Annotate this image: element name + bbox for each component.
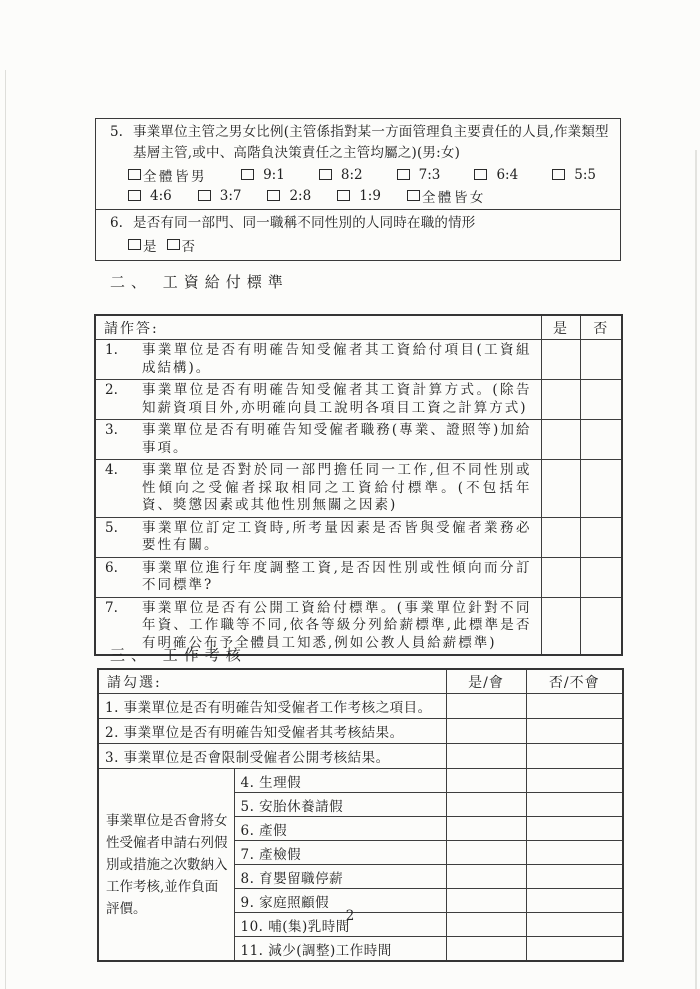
option-ratio-7-3: [397, 167, 441, 183]
question-text: 事業單位是否有明確告知受僱者職務(專業、證照等)加給事項。: [142, 422, 532, 456]
table-header-row: [98, 669, 623, 694]
leave-item: 4. 生理假: [234, 769, 446, 793]
answer-cell-yes[interactable]: [446, 694, 526, 719]
table-row: [98, 769, 623, 793]
option-no: [167, 235, 196, 255]
column-header-no: 否/不會: [526, 669, 623, 694]
answer-cell-yes[interactable]: [446, 769, 526, 793]
option-ratio-9-1: [241, 167, 285, 183]
scan-edge-left: [5, 70, 6, 989]
option-ratio-8-2: [319, 167, 363, 183]
table-row: [95, 340, 622, 380]
option-label: 是: [143, 238, 157, 255]
answer-cell-no[interactable]: [526, 793, 623, 817]
answer-cell-yes[interactable]: [446, 719, 526, 744]
checkbox-icon[interactable]: [241, 169, 254, 180]
merged-question-cell: 事業單位是否會將女性受僱者申請右列假別或措施之次數納入工作考核,並作負面評價。: [98, 769, 234, 962]
option-label: 全體皆男: [143, 168, 207, 185]
question-number: 4.: [105, 462, 118, 478]
table-prompt: 請作答:: [95, 315, 541, 340]
answer-cell-yes[interactable]: [446, 817, 526, 841]
option-label: 7:3: [418, 166, 441, 183]
question-5: [96, 119, 620, 210]
question-cell: [95, 340, 541, 380]
question-cell: [95, 557, 541, 597]
table-row: [95, 380, 622, 420]
option-label: 6:4: [496, 166, 519, 183]
answer-cell-no[interactable]: [580, 597, 622, 655]
question-6-text: 是否有同一部門、同一職稱不同性別的人同時在職的情形: [133, 215, 476, 231]
question-text: 事業單位是否有明確告知受僱者其工資給付項目(工資組成結構)。: [142, 342, 532, 376]
table-row: [98, 744, 623, 769]
answer-cell-no[interactable]: [526, 937, 623, 962]
question-5-paragraph: [110, 122, 610, 164]
column-header-yes: 是: [541, 315, 580, 340]
answer-cell-yes[interactable]: [446, 793, 526, 817]
question-6: [96, 210, 620, 260]
question-text: 事業單位是否有公開工資給付標準。(事業單位針對不同年資、工作職等不同,依各等級分列給薪標準,此標準是否有明確公布予全體員工知悉,例如公教人員給薪標準): [142, 599, 532, 651]
question-text: 2. 事業單位是否有明確告知受僱者其考核結果。: [98, 719, 446, 744]
answer-cell-no[interactable]: [580, 340, 622, 380]
answer-cell-yes[interactable]: [541, 340, 580, 380]
table-row: [95, 420, 622, 460]
question-cell: [95, 380, 541, 420]
checkbox-icon[interactable]: [128, 239, 141, 250]
table-row: [98, 719, 623, 744]
checkbox-icon[interactable]: [474, 169, 487, 180]
option-yes: [128, 235, 157, 255]
section-3-title: 三、 工作考核: [110, 646, 247, 664]
question-5-text: 事業單位主管之男女比例(主管係指對某一方面管理負主要責任的人員,作業類型基層主管,或中、高階負決策責任之主管均屬之)(男:女): [133, 124, 609, 161]
answer-cell-yes[interactable]: [446, 937, 526, 962]
question-number: 5.: [105, 519, 118, 536]
checkbox-icon[interactable]: [198, 190, 211, 201]
table-prompt: 請勾選:: [98, 669, 446, 694]
table-row: [98, 694, 623, 719]
option-all-female: [407, 186, 486, 206]
checkbox-icon[interactable]: [267, 190, 280, 201]
wage-standards-table: [94, 314, 623, 656]
option-label: 2:8: [289, 187, 312, 204]
question-text: 事業單位訂定工資時,所考量因素是否皆與受僱者業務必要性有關。: [142, 519, 532, 553]
answer-cell-no[interactable]: [526, 694, 623, 719]
table-row: [95, 460, 622, 518]
question-text: 1. 事業單位是否有明確告知受僱者工作考核之項目。: [98, 694, 446, 719]
option-label: 否: [181, 238, 195, 255]
question-5-number: 5.: [110, 124, 123, 140]
answer-cell-no[interactable]: [580, 420, 622, 460]
answer-cell-no[interactable]: [526, 744, 623, 769]
option-label: 5:5: [574, 166, 596, 183]
answer-cell-no[interactable]: [580, 460, 622, 518]
table-row: [95, 557, 622, 597]
question-cell: [95, 420, 541, 460]
option-all-male: [128, 165, 207, 185]
option-label: 1:9: [359, 187, 381, 204]
question-cell: [95, 517, 541, 557]
question-number: 1.: [105, 342, 118, 358]
column-header-no: 否: [580, 315, 622, 340]
option-ratio-5-5: [552, 167, 596, 183]
answer-cell-no[interactable]: [580, 380, 622, 420]
answer-cell-no[interactable]: [526, 865, 623, 889]
question-number: 3.: [105, 422, 118, 438]
leave-item: 9. 家庭照顧假: [234, 889, 446, 913]
answer-cell-yes[interactable]: [541, 557, 580, 597]
scan-edge-right: [695, 150, 697, 989]
leave-item: 6. 產假: [234, 817, 446, 841]
checkbox-icon[interactable]: [407, 190, 420, 201]
option-ratio-2-8: [267, 188, 311, 204]
leave-item: 5. 安胎休養請假: [234, 793, 446, 817]
option-ratio-6-4: [474, 167, 518, 183]
option-ratio-4-6: [128, 188, 172, 204]
option-ratio-1-9: [337, 188, 381, 204]
checkbox-icon[interactable]: [128, 190, 141, 201]
leave-item: 10. 哺(集)乳時間: [234, 913, 446, 937]
question-6-paragraph: [110, 213, 610, 234]
checkbox-icon[interactable]: [128, 169, 141, 180]
question-6-number: 6.: [110, 215, 123, 231]
table-row: [95, 517, 622, 557]
leave-item: 7. 產檢假: [234, 841, 446, 865]
question-5-6-box: [95, 118, 621, 261]
question-text: 3. 事業單位是否會限制受僱者公開考核結果。: [98, 744, 446, 769]
column-header-yes: 是/會: [446, 669, 526, 694]
question-number: 2.: [105, 382, 118, 398]
option-label: 3:7: [219, 187, 242, 204]
q5-options-row-1: [110, 164, 610, 185]
leave-item: 8. 育嬰留職停薪: [234, 865, 446, 889]
answer-cell-yes[interactable]: [446, 841, 526, 865]
question-text: 事業單位是否有明確告知受僱者其工資計算方式。(除告知薪資項目外,亦明確向員工說明各項目工資之計算方式): [142, 382, 532, 416]
question-number: 7.: [105, 599, 118, 616]
leave-item: 11. 減少(調整)工作時間: [234, 937, 446, 962]
question-number: 6.: [105, 559, 118, 576]
q6-options-row: [110, 234, 610, 255]
checkbox-icon[interactable]: [337, 190, 350, 201]
answer-cell-no[interactable]: [526, 769, 623, 793]
option-label: 全體皆女: [421, 189, 486, 206]
answer-cell-yes[interactable]: [446, 865, 526, 889]
answer-cell-yes[interactable]: [541, 380, 580, 420]
table-header-row: [95, 315, 622, 340]
checkbox-icon[interactable]: [319, 169, 332, 180]
checkbox-icon[interactable]: [397, 169, 410, 180]
question-cell: [95, 460, 541, 518]
question-text: 事業單位是否對於同一部門擔任同一工作,但不同性別或性傾向之受僱者採取相同之工資給付標準。(不包括年資、獎懲因素或其他性別無關之因素): [142, 462, 532, 513]
page-number: 2: [345, 908, 355, 924]
q5-options-row-2: [110, 185, 610, 206]
answer-cell-no[interactable]: [526, 817, 623, 841]
checkbox-icon[interactable]: [167, 239, 180, 250]
option-label: 4:6: [150, 187, 172, 204]
option-label: 9:1: [263, 166, 285, 183]
question-text: 事業單位進行年度調整工資,是否因性別或性傾向而分訂不同標準?: [142, 559, 532, 593]
answer-cell-yes[interactable]: [446, 744, 526, 769]
answer-cell-no[interactable]: [580, 517, 622, 557]
answer-cell-no[interactable]: [580, 557, 622, 597]
option-label: 8:2: [340, 166, 363, 183]
checkbox-icon[interactable]: [552, 169, 565, 180]
answer-cell-yes[interactable]: [541, 460, 580, 518]
answer-cell-no[interactable]: [526, 841, 623, 865]
answer-cell-yes[interactable]: [541, 420, 580, 460]
section-2-title: 二、 工資給付標準: [110, 273, 289, 291]
option-ratio-3-7: [198, 188, 242, 204]
answer-cell-no[interactable]: [526, 719, 623, 744]
answer-cell-yes[interactable]: [541, 597, 580, 655]
answer-cell-yes[interactable]: [541, 517, 580, 557]
